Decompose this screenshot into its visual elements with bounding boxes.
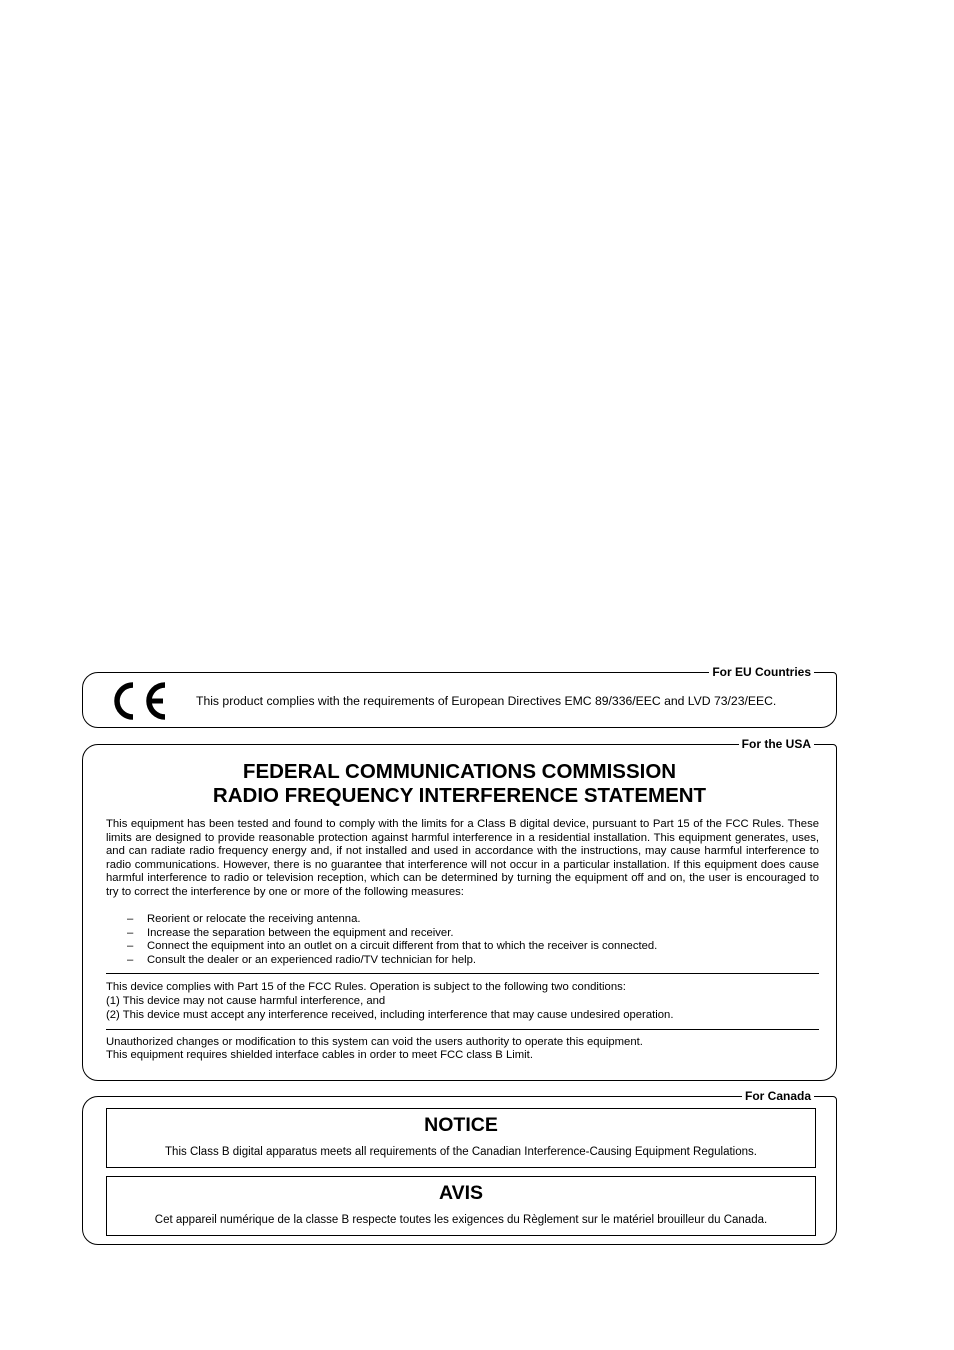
avis-title: AVIS [438, 1182, 484, 1204]
shielded-cables-text: This equipment requires shielded interface cables in order to meet FCC class B Limit. [106, 1049, 533, 1061]
fcc-title-line1: FEDERAL COMMUNICATIONS COMMISSION [242, 760, 677, 783]
notice-title: NOTICE [424, 1114, 498, 1136]
avis-text: Cet appareil numérique de la classe B respecte toutes les exigences du Règlement sur le matériel brouilleur du Canada. [154, 1214, 768, 1226]
unauthorized-changes-text: Unauthorized changes or modification to this system can void the users authority to operate this equipment. [106, 1036, 643, 1048]
fcc-title-line2: RADIO FREQUENCY INTERFERENCE STATEMENT [212, 784, 707, 807]
condition-1: (1) This device may not cause harmful interference, and [106, 995, 386, 1007]
divider [106, 1029, 819, 1030]
canada-label: For Canada [742, 1088, 814, 1104]
eu-statement: This product complies with the requirements of European Directives EMC 89/336/EEC and LVD 73/23/EEC. [196, 694, 777, 708]
canada-compliance-box [82, 1089, 837, 1245]
list-item: – Consult the dealer or an experienced radio/TV technician for help. [127, 953, 477, 966]
notice-panel [106, 1108, 816, 1168]
fcc-paragraph: This equipment has been tested and found to comply with the limits for a Class B digital device, pursuant to Part 15 of the FCC Rules. These limits are designed to provide reasonable protection against harmful interference in a residential installation. This equipment generates, uses, and can radiate radio frequency energy and, if not installed and used in accordance with the instructions, may cause harmful interference to radio communications. However, there is no guarantee that interference will not occur in a particular installation. If this equipment does cause harmful interference to radio or television reception, which can be determined by turning the equipment off and on, the user is encouraged to try to correct the interference by one or more of the following measures: [106, 818, 819, 898]
measures-list [127, 913, 657, 967]
condition-2: (2) This device must accept any interference received, including interference that may cause undesired operation. [106, 1009, 674, 1021]
list-item: – Increase the separation between the equipment and receiver. [127, 926, 454, 939]
ce-mark-logo [103, 681, 173, 721]
list-item: – Connect the equipment into an outlet on a circuit different from that to which the receiver is connected. [127, 940, 658, 953]
avis-panel [106, 1176, 816, 1236]
usa-fcc-box [82, 737, 837, 1081]
divider [106, 973, 819, 974]
eu-compliance-box [82, 665, 837, 728]
usa-label: For the USA [739, 736, 814, 752]
eu-label: For EU Countries [709, 664, 814, 680]
notice-text: This Class B digital apparatus meets all requirements of the Canadian Interference-Causing Equipment Regulations. [165, 1146, 757, 1158]
list-item: – Reorient or relocate the receiving antenna. [127, 913, 361, 925]
part15-intro: This device complies with Part 15 of the FCC Rules. Operation is subject to the following two conditions: [106, 981, 626, 993]
